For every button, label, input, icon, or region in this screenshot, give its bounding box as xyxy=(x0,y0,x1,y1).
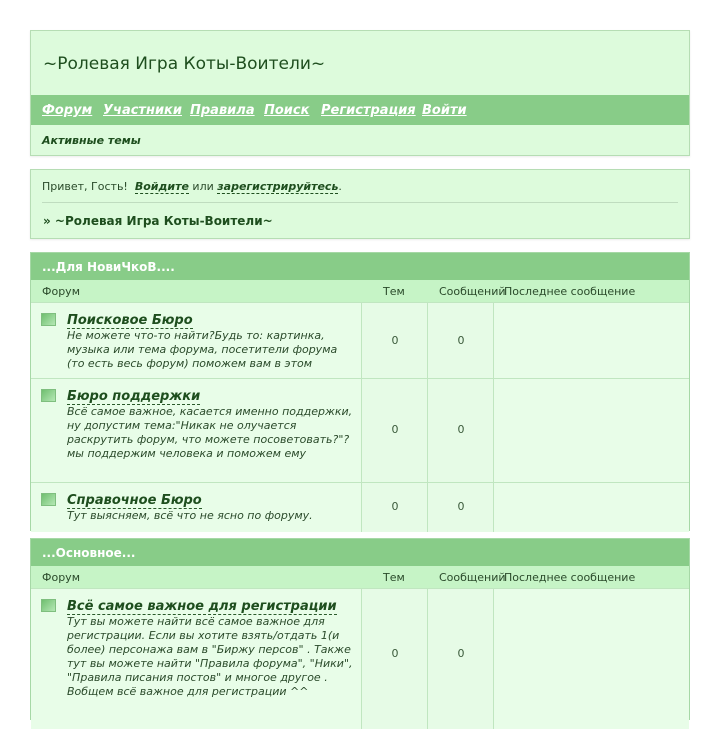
col-posts: Сообщений xyxy=(439,285,506,298)
posts-count: 0 xyxy=(457,334,465,347)
welcome-box xyxy=(30,169,690,239)
forum-name-link[interactable]: Поисковое Бюро xyxy=(67,313,193,328)
posts-count-cell xyxy=(427,483,494,532)
col-posts: Сообщений xyxy=(439,571,506,584)
forum-name-link[interactable]: Справочное Бюро xyxy=(67,493,202,508)
forum-status-icon xyxy=(41,599,56,612)
forum-status-icon xyxy=(41,493,56,506)
register-link[interactable]: зарегистрируйтесь xyxy=(217,180,339,193)
nav-members-link[interactable]: Участники xyxy=(103,103,182,118)
last-post-cell xyxy=(493,589,689,729)
category-main xyxy=(30,538,690,720)
greeting-text: Привет, Гость! xyxy=(42,180,128,193)
topics-count: 0 xyxy=(391,647,399,660)
posts-count: 0 xyxy=(457,647,465,660)
active-topics-link[interactable]: Активные темы xyxy=(42,134,141,147)
posts-count: 0 xyxy=(457,423,465,436)
nav-forum-link[interactable]: Форум xyxy=(42,103,93,118)
topics-count-cell xyxy=(361,589,428,729)
forum-name-link[interactable]: Всё самое важное для регистрации xyxy=(67,599,337,614)
posts-count-cell xyxy=(427,379,494,483)
forum-row xyxy=(31,588,689,729)
topics-count: 0 xyxy=(391,423,399,436)
forum-description: Тут вы можете найти всё самое важное для регистрации. Если вы хотите взять/отдать 1(и более) персонажа вам в "Биржу персов" . Также тут вы можете найти "Правила форума", "Ники", "Правила писания постов" и многое другое . Вобщем всё важное для регистрации ^^ xyxy=(67,615,353,698)
nav-register-link[interactable]: Регистрация xyxy=(321,103,416,118)
forum-description: Тут выясняем, всё что не ясно по форуму. xyxy=(67,509,313,522)
topics-count-cell xyxy=(361,303,428,379)
forum-name-link[interactable]: Бюро поддержки xyxy=(67,389,201,404)
forum-status-icon xyxy=(41,389,56,402)
column-headers xyxy=(31,566,689,588)
forum-header xyxy=(30,30,690,156)
posts-count-cell xyxy=(427,303,494,379)
topics-count: 0 xyxy=(391,334,399,347)
category-title[interactable]: ...Основное... xyxy=(42,546,136,560)
divider xyxy=(42,202,678,203)
posts-count: 0 xyxy=(457,500,465,513)
col-last: Последнее сообщение xyxy=(504,285,636,298)
last-post-cell xyxy=(493,303,689,379)
col-last: Последнее сообщение xyxy=(504,571,636,584)
category-header xyxy=(31,253,689,280)
category-header xyxy=(31,539,689,566)
login-link[interactable]: Войдите xyxy=(134,180,189,193)
forum-row xyxy=(31,482,689,532)
forum-row xyxy=(31,378,689,483)
col-topics: Тем xyxy=(383,571,405,584)
greeting-line xyxy=(42,180,342,193)
forum-description: Не можете что-то найти?Будь то: картинка, музыка или тема форума, посетители форума (то есть весь форум) поможем вам в этом xyxy=(67,329,338,370)
nav-rules-link[interactable]: Правила xyxy=(190,103,255,118)
topics-count-cell xyxy=(361,483,428,532)
topics-count-cell xyxy=(361,379,428,483)
main-navbar xyxy=(31,95,689,125)
col-forum: Форум xyxy=(42,285,80,298)
col-topics: Тем xyxy=(383,285,405,298)
forum-row xyxy=(31,302,689,379)
forum-title: ~Ролевая Игра Коты-Воители~ xyxy=(43,54,326,74)
forum-status-icon xyxy=(41,313,56,326)
topics-count: 0 xyxy=(391,500,399,513)
posts-count-cell xyxy=(427,589,494,729)
column-headers xyxy=(31,280,689,302)
or-text: или xyxy=(192,180,214,193)
category-newbies xyxy=(30,252,690,531)
col-forum: Форум xyxy=(42,571,80,584)
breadcrumb[interactable]: » ~Ролевая Игра Коты-Воители~ xyxy=(43,214,273,228)
period-text: . xyxy=(338,180,342,193)
last-post-cell xyxy=(493,483,689,532)
last-post-cell xyxy=(493,379,689,483)
nav-login-link[interactable]: Войти xyxy=(422,103,467,118)
nav-search-link[interactable]: Поиск xyxy=(264,103,310,118)
forum-description: Всё самое важное, касается именно поддержки, ну допустим тема:"Никак не олучается раскрутить форум, что можете посоветовать?"? мы поддержим человека и поможем ему xyxy=(67,405,353,460)
category-title[interactable]: ...Для НовиЧкоВ.... xyxy=(42,260,175,274)
